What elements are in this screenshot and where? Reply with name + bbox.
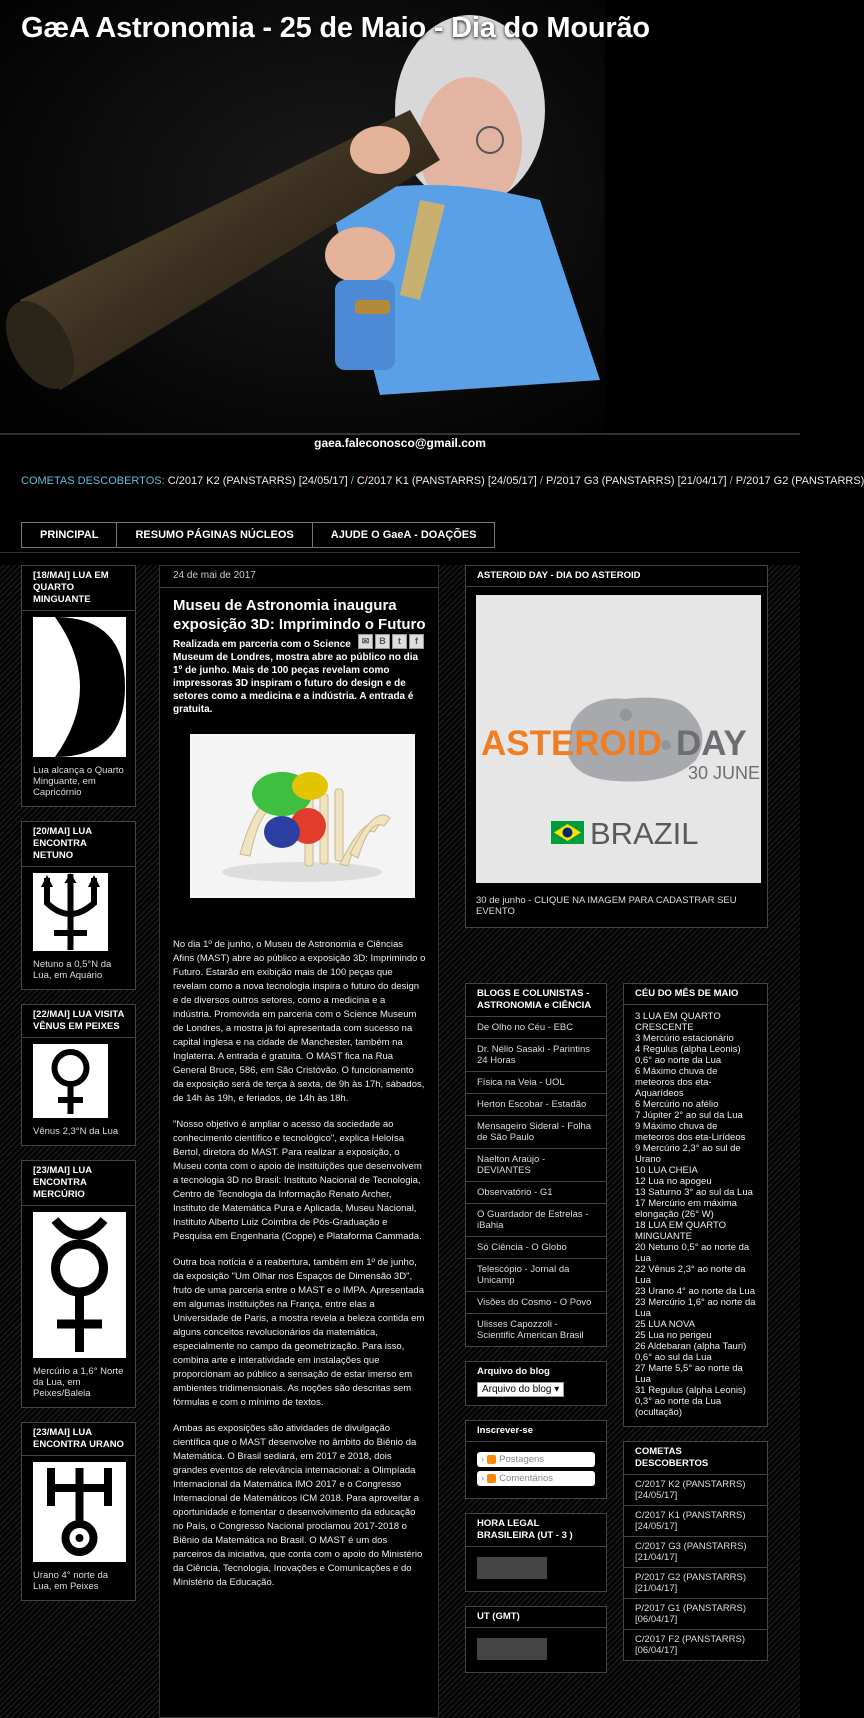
widget-title: COMETAS DESCOBERTOS [624, 1442, 767, 1475]
widget-ceu-do-mes [623, 983, 768, 1427]
archive-select-value: Arquivo do blog [482, 1384, 552, 1395]
widget-title: [23/MAI] LUA ENCONTRA MERCÚRIO [22, 1161, 135, 1206]
tab-principal[interactable]: PRINCIPAL [21, 522, 116, 548]
ceu-column [623, 983, 768, 1675]
widget-lua-encontra-urano [21, 1422, 136, 1601]
comet-link[interactable]: C/2017 G3 (PANSTARRS) [21/04/17] [624, 1537, 767, 1568]
widget-lua-quarto-minguante [21, 565, 136, 807]
left-sidebar [21, 565, 136, 1615]
ticker-item[interactable]: P/2017 G2 (PANSTARRS) [735, 475, 864, 487]
day-logo-word: DAY [676, 724, 747, 763]
widget-hora-legal [465, 1513, 607, 1592]
blog-link[interactable]: Herton Escobar - Estadão [466, 1094, 606, 1116]
feed-label: Comentários [499, 1473, 554, 1484]
clock-display [477, 1557, 547, 1579]
feed-label: Postagens [499, 1454, 545, 1465]
widget-title: [22/MAI] LUA VISITA VÊNUS EM PEIXES [22, 1005, 135, 1038]
widget-caption: Urano 4° norte da Lua, em Peixes [33, 1570, 109, 1592]
widget-title: Inscrever-se [466, 1421, 606, 1442]
blog-link[interactable]: Telescópio - Jornal da Unicamp [466, 1259, 606, 1292]
chevron-down-icon: ▾ [554, 1384, 560, 1395]
blog-link[interactable]: Dr. Nélio Sasaki - Parintins 24 Horas [466, 1039, 606, 1072]
ticker-separator: / [539, 475, 543, 487]
blogs-column [465, 983, 607, 1687]
blog-share-icon[interactable]: B [375, 634, 390, 649]
post-paragraph: Ambas as exposições são atividades de divulgação científica que o MAST desenvolve no âmbito do Biênio da Matemática. O Brasil sediará, em 2017 e 2018, dois grandes eventos de relevância internacional: a Olimpíada Internacional da Matemática IMO 2017 e o Congresso Internacional de Matemáticos ICM 2018. Para aproveitar a oportunidade e fomentar o desenvolvimento da educação no País, o Congresso Nacional proclamou 2017-2018 o Biênio da Matemática no Brasil. O MAST é um dos parceiros da iniciativa, que conta com o apoio do Ministério da Ciência, Tecnologia, Inovações e Comunicações e do Ministério da Educação. [173, 1423, 423, 1588]
asteroid-day-banner[interactable] [476, 595, 761, 883]
ticker-separator: / [350, 475, 354, 487]
post-paragraph: No dia 1º de junho, o Museu de Astronomia e Ciências Afins (MAST) abre ao público a exposição 3D: Imprimindo o Futuro. Estarão em exibição mais de 100 peças que revelam como a nova tecnologia inspira o futuro do design e de diversos outros setores, como a medicina e a indústria. Promovida em parceria com o Science Museum de Londres, a mostra já foi apresentada com sucesso na capital inglesa e na cidade de Manchester, também na Inglaterra. A entrada é gratuita. O MAST fica na Rua General Bruce, 586, em São Cristóvão. O funcionamento da exposição será de terça à sexta, de 9h às 17h, sábados, de 14h às 19h, e feriados, de 14h às 18h. [173, 939, 426, 1104]
widget-title: Arquivo do blog [477, 1366, 550, 1377]
post-body [160, 898, 438, 1590]
comet-link[interactable]: P/2017 G1 (PANSTARRS) [06/04/17] [624, 1599, 767, 1630]
post-paragraph: Outra boa notícia é a reabertura, também em 1º de junho, da exposição "Um Olhar nos Espaços de Dimensão 3D", fruto de uma parceria entre o MAST e o IMPA. Apresentada em algumas instituições na França, entre elas a Universidade de Paris, a mostra revela a beleza contida em alguns conceitos revolucionários da matemática, especialmente no campo da geometrização. Para isso, combina arte e interatividade em instalações que proporcionam ao público a sensação de estar imerso em ambientes tridimensionais. As noções são descritas sem fórmulas e com o mínimo de textos. [173, 1257, 425, 1408]
widget-title: CÉU DO MÊS DE MAIO [624, 984, 767, 1005]
comet-link-list [624, 1475, 767, 1660]
widget-asteroid-day [465, 565, 768, 928]
widget-title: HORA LEGAL BRASILEIRA (UT - 3 ) [466, 1514, 606, 1547]
main-content [0, 565, 800, 1718]
blog-link[interactable]: Só Ciência - O Globo [466, 1237, 606, 1259]
clock-display [477, 1638, 547, 1660]
right-sidebar [465, 565, 768, 1656]
asteroid-day-date: 30 JUNE [688, 763, 761, 783]
widget-title: BLOGS E COLUNISTAS - ASTRONOMIA e CIÊNCIA [466, 984, 606, 1017]
blog-link[interactable]: Observatório - G1 [466, 1182, 606, 1204]
blog-link[interactable]: Naelton Araújo - DEVIANTES [466, 1149, 606, 1182]
widget-lua-encontra-mercurio [21, 1160, 136, 1408]
widget-inscrever-se [465, 1420, 607, 1499]
ticker-item[interactable]: C/2017 K1 (PANSTARRS) [24/05/17] [356, 475, 537, 487]
share-buttons [358, 634, 424, 649]
post-date: 24 de mai de 2017 [160, 566, 438, 588]
asteroid-caption[interactable]: 30 de junho - CLIQUE NA IMAGEM PARA CADASTRAR SEU EVENTO [476, 895, 737, 917]
contact-email: gaea.faleconosco@gmail.com [314, 436, 486, 450]
archive-select[interactable] [477, 1382, 564, 1397]
country-label: BRAZIL [590, 816, 699, 851]
ticker-item[interactable]: P/2017 G3 (PANSTARRS) [21/04/17] [545, 475, 727, 487]
post-title[interactable]: Museu de Astronomia inaugura exposição 3D: Imprimindo o Futuro [173, 597, 426, 633]
widget-caption: Lua alcança o Quarto Minguante, em Capricórnio [33, 765, 124, 798]
post-lead-text: Realizada em parceria com o Science Museum de Londres, mostra abre ao público no dia 1º de junho. Mais de 100 peças revelam como impressoras 3D inspiram o futuro do design e de setores como a medicina e a indústria. A entrada é gratuita. [173, 639, 419, 715]
venus-symbol-icon[interactable] [33, 1044, 108, 1118]
chevron-right-icon: › [481, 1454, 485, 1465]
widget-caption: Netuno a 0,5°N da Lua, em Aquário [33, 959, 112, 981]
widget-title: [18/MAI] LUA EM QUARTO MINGUANTE [22, 566, 135, 611]
site-title[interactable]: GæA Astronomia - 25 de Maio - Dia do Mourão [21, 12, 650, 44]
page-tabs [21, 522, 495, 548]
widget-lua-encontra-netuno [21, 821, 136, 990]
blog-link[interactable]: Visões do Cosmo - O Povo [466, 1292, 606, 1314]
blog-link[interactable]: De Olho no Céu - EBC [466, 1017, 606, 1039]
asteroid-logo-word: ASTEROID [481, 724, 662, 763]
chevron-right-icon: › [481, 1473, 485, 1484]
post-column [159, 565, 439, 1718]
moon-crescent-icon[interactable] [33, 617, 126, 757]
ticker-item[interactable]: C/2017 K2 (PANSTARRS) [24/05/17] [167, 475, 348, 487]
comet-link[interactable]: P/2017 G2 (PANSTARRS) [21/04/17] [624, 1568, 767, 1599]
blog-link[interactable]: Ulisses Capozzoli - Scientific American Brasil [477, 1319, 584, 1341]
widget-title: [23/MAI] LUA ENCONTRA URANO [22, 1423, 135, 1456]
comet-link[interactable]: C/2017 F2 (PANSTARRS) [06/04/17] [635, 1634, 745, 1656]
rss-icon [487, 1474, 496, 1483]
widget-blogs-colunistas [465, 983, 607, 1347]
comet-link[interactable]: C/2017 K1 (PANSTARRS) [24/05/17] [624, 1506, 767, 1537]
tab-ajude-doacoes[interactable]: AJUDE O GaeA - DOAÇÕES [312, 522, 496, 548]
ticker-separator: / [729, 475, 733, 487]
post-paragraph: "Nosso objetivo é ampliar o acesso da sociedade ao conhecimento científico e tecnológico", explica Heloísa Bertol, diretora do MAST. Para realizar a exposição, o Museu conta com o apoio de instituições que desenvolvem a tecnologia 3D no Brasil: Instituto Nacional de Tecnologia, Centro de Tecnologia da Informação Renato Archer, Instituto de Matemática Pura e Aplicada, Museu Nacional, Instituto Alberto Luiz Coimbra de Pós-Graduação e Pesquisa em Engenharia (Coppe) e Plataforma Cammada. [173, 1119, 422, 1242]
twitter-share-icon[interactable]: t [392, 634, 407, 649]
widget-caption: Vênus 2,3°N da Lua [33, 1126, 119, 1137]
blog-link[interactable]: Física na Veia - UOL [466, 1072, 606, 1094]
tab-resumo-paginas-nucleos[interactable]: RESUMO PÁGINAS NÚCLEOS [116, 522, 311, 548]
blog-header [0, 0, 864, 541]
blog-link-list [466, 1017, 606, 1346]
widget-title: [20/MAI] LUA ENCONTRA NETUNO [22, 822, 135, 867]
blog-link[interactable]: Mensageiro Sideral - Folha de São Paulo [466, 1116, 606, 1149]
comets-ticker [21, 475, 864, 487]
rss-icon [487, 1455, 496, 1464]
header-photo [0, 0, 605, 435]
comet-link[interactable]: C/2017 K2 (PANSTARRS) [24/05/17] [624, 1475, 767, 1506]
mercury-symbol-icon[interactable] [33, 1212, 126, 1358]
comments-feed-button[interactable] [477, 1471, 595, 1486]
neptune-symbol-icon[interactable] [33, 873, 108, 951]
email-share-icon[interactable]: ✉ [358, 634, 373, 649]
sky-events-text: 3 LUA EM QUARTO CRESCENTE 3 Mercúrio estacionário 4 Regulus (alpha Leonis) 0,6° ao norte da Lua 6 Máximo chuva de meteoros dos eta-Aquarídeos 6 Mercúrio no afélio 7 Júpiter 2° ao sul da Lua 9 Máximo chuva de meteoros dos eta-Lirídeos 9 Mercúrio 2,3° ao sul de Urano 10 LUA CHEIA 12 Lua no apogeu 13 Saturno 3° ao sul da Lua 17 Mercúrio em máxima elongação (26° W) 18 LUA EM QUARTO MINGUANTE 20 Netuno 0,5° ao norte da Lua 22 Vênus 2,3° ao norte da Lua 23 Urano 4° ao norte da Lua 23 Mercúrio 1,6° ao norte da Lua 25 LUA NOVA 25 Lua no perigeu 26 Aldebaran (alpha Tauri) 0,6° ao sul da Lua 27 Marte 5,5° ao norte da Lua 31 Regulus (alpha Leonis) 0,3° ao norte da Lua (ocultação) [635, 1011, 756, 1418]
blog-link[interactable]: O Guardador de Estrelas - iBahia [466, 1204, 606, 1237]
widget-title: ASTEROID DAY - DIA DO ASTEROID [466, 566, 767, 587]
widget-caption: Mercúrio a 1,6° Norte da Lua, em Peixes/Baleia [33, 1366, 124, 1399]
widget-arquivo-blog [465, 1361, 607, 1406]
header-divider [0, 433, 800, 435]
widget-cometas-descobertos [623, 1441, 768, 1661]
uranus-symbol-icon[interactable] [33, 1462, 126, 1562]
post-lead [160, 634, 438, 716]
nav-divider [0, 552, 800, 553]
ticker-label: COMETAS DESCOBERTOS: [21, 475, 165, 487]
posts-feed-button[interactable] [477, 1452, 595, 1467]
widget-ut-gmt [465, 1606, 607, 1673]
widget-title: UT (GMT) [466, 1607, 606, 1628]
facebook-share-icon[interactable]: f [409, 634, 424, 649]
post-image-3d-print[interactable] [190, 734, 415, 898]
widget-lua-visita-venus [21, 1004, 136, 1146]
